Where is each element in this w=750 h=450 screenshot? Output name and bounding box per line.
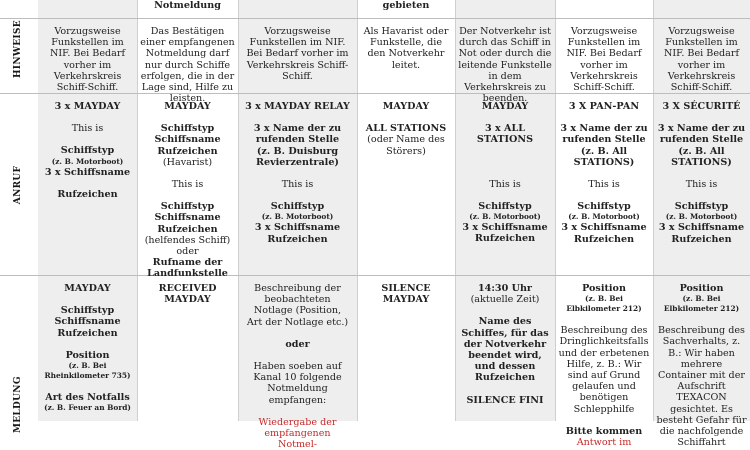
- hinweise-cell-4: Als Havarist oder Funkstelle, die den Notverkehr leitet.: [363, 26, 449, 71]
- call-head: 3 X PAN-PAN: [568, 101, 640, 112]
- hinweise-cell-6: Vorzugsweise Funkstellen im NIF. Bei Bedarf vorher im Verkehrskreis Schiff-Schiff.: [566, 26, 642, 94]
- ship-name: 3 x Schiffsname: [44, 166, 131, 178]
- call-sign: Rufzeichen: [57, 327, 118, 339]
- position-label: Position: [582, 283, 626, 294]
- all-stations: ALL STATIONS: [365, 123, 447, 135]
- emergency-type: Art des Notfalls: [45, 392, 130, 404]
- hinweise-cell-7: Vorzugsweise Funkstellen im NIF. Bei Bedarf vorher im Verkehrskreis Schiff-Schiff.: [663, 26, 740, 94]
- anruf-cell-3: [238, 101, 357, 245]
- ship-name: 3 x Schiffsname: [658, 222, 745, 234]
- call-head: MAYDAY: [481, 101, 529, 112]
- row-label-hinweise: HINWEISE: [13, 20, 23, 78]
- ship-name: Schiffsname: [154, 212, 221, 224]
- call-sign: Rufzeichen: [157, 223, 218, 235]
- ship-type: Schiffstyp: [160, 201, 215, 213]
- call-head: MAYDAY: [164, 101, 211, 112]
- target-station: rufenden Stelle: [562, 134, 646, 146]
- target-station: rufenden Stelle: [255, 134, 340, 146]
- call-sign: Rufzeichen: [157, 145, 218, 157]
- ship-name: 3 x Schiffsname: [254, 222, 341, 234]
- call-head: 3 x MAYDAY RELAY: [245, 101, 350, 112]
- relay-intro: Haben soeben auf Kanal 10 folgende Notmeldung empfangen:: [253, 361, 342, 406]
- meldung-cell-5: [455, 283, 555, 406]
- target-station-example: (z. B. All STATIONS): [671, 145, 732, 168]
- target-station-example: (z. B. Duisburg: [256, 145, 339, 157]
- meldung-cell-6: [555, 283, 653, 448]
- land-station-label: Landfunkstelle: [147, 268, 228, 280]
- meldung-cell-3: [238, 283, 357, 450]
- interferer-note: (oder Name des: [367, 134, 445, 146]
- ship-type-example: (z. B. Motorboot): [665, 212, 738, 222]
- ship-type: Schiffstyp: [60, 305, 115, 317]
- urgency-description: Beschreibung des Dringlichkeitsfalls und der erbetenen Hilfe, z. B.: Wir sind auf Grund gelaufen und benötigen Schlepphilfe: [558, 325, 650, 415]
- emergency-type-example: (z. B. Feuer an Bord): [44, 403, 131, 413]
- hinweise-cell-3: Vorzugsweise Funkstellen im NIF. Bei Bedarf vorher im Verkehrskreis Schiff-Schiff.: [246, 26, 349, 82]
- ship-type: Schiffstyp: [60, 145, 115, 157]
- or-text: oder: [176, 246, 199, 258]
- row-label-anruf: ANRUF: [13, 165, 23, 205]
- meldung-cell-1: [38, 283, 137, 413]
- row-divider: [0, 18, 750, 19]
- relay-message-note: Wiedergabe der: [258, 416, 337, 428]
- target-station-example: Revierzentrale): [256, 156, 339, 168]
- please-come: Bitte kommen: [565, 425, 643, 437]
- helper-note: (helfendes Schiff): [144, 234, 231, 246]
- ship-name-end-note: Name des Schiffes, für das der Notverkehr beendet wird, und dessen Rufzeichen: [461, 316, 549, 384]
- anruf-cell-2: [137, 101, 238, 280]
- ship-name: 3 x Schiffsname: [561, 222, 647, 234]
- target-station: rufenden Stelle: [659, 134, 744, 146]
- this-is-text: This is: [171, 179, 204, 191]
- hinweise-cell-1: Vorzugsweise Funkstellen im NIF. Bei Bedarf vorher im Verkehrskreis Schiff-Schiff.: [49, 26, 126, 94]
- hinweise-cell-5: Der Notverkehr ist durch das Schiff in Not oder durch die leitende Funkstelle in dem Verkehrskreis zu beenden.: [458, 26, 552, 105]
- this-is-text: This is: [489, 178, 521, 190]
- call-head: 3 X SÉCURITÉ: [662, 101, 741, 112]
- interferer-note: Störers): [386, 145, 426, 157]
- anruf-cell-7: [653, 101, 750, 245]
- or-text: oder: [285, 338, 310, 350]
- ship-type: Schiffstyp: [478, 200, 532, 212]
- position-example: (z. B. Bei Elbkilometer 212): [566, 294, 642, 314]
- hinweise-cell-2: Das Bestätigen einer empfangenen Notmeldung darf nur durch Schiffe erfolgen, die in der Lage sind, Hilfe zu leisten.: [140, 26, 235, 105]
- call-sign: Rufzeichen: [57, 188, 118, 200]
- meldung-cell-2: RECEIVED MAYDAY: [158, 283, 217, 306]
- this-is-text: This is: [71, 123, 104, 135]
- target-station: 3 x Name der zu: [560, 123, 648, 135]
- time-note: (aktuelle Zeit): [470, 294, 540, 306]
- call-sign: Rufzeichen: [671, 233, 732, 245]
- position-example: (z. B. Bei: [68, 361, 107, 371]
- this-is-text: This is: [588, 179, 620, 191]
- ship-type-example: (z. B. Motorboot): [469, 212, 541, 222]
- observed-emergency-description: Beschreibung der beobachteten Notlage (Position, Art der Notlage etc.): [246, 283, 349, 328]
- target-station: 3 x Name der zu: [657, 123, 746, 135]
- anruf-cell-1: [38, 101, 137, 200]
- meldung-cell-4: SILENCE MAYDAY: [381, 283, 431, 306]
- ship-name: Schiffsname: [54, 316, 121, 328]
- distressed-note: (Havarist): [162, 156, 213, 168]
- target-station: 3 x Name der zu: [253, 123, 342, 135]
- this-is-text: This is: [281, 179, 314, 191]
- row-label-meldung: MELDUNG: [13, 376, 23, 433]
- target-station-example: (z. B. All STATIONS): [573, 145, 635, 168]
- call-sign: Rufzeichen: [267, 233, 328, 245]
- call-sign: Rufzeichen: [573, 233, 635, 245]
- ship-type-example: (z. B. Motorboot): [261, 212, 334, 222]
- ship-type: Schiffstyp: [674, 201, 729, 213]
- answer-note: Antwort im: [576, 437, 632, 449]
- silence-fini: SILENCE FINI: [466, 394, 544, 406]
- land-station-label: Rufname der: [152, 257, 223, 269]
- call-head: MAYDAY: [382, 101, 430, 112]
- position-example: (z. B. Bei Elbkilometer 212): [663, 294, 740, 314]
- position-label: Position: [65, 349, 110, 361]
- anruf-cell-4: [357, 101, 455, 157]
- message-head: MAYDAY: [64, 283, 111, 294]
- relay-message-note: empfangenen Notmel-: [264, 428, 331, 450]
- meldung-cell-7: [653, 283, 750, 448]
- anruf-cell-6: [555, 101, 653, 245]
- ship-name: 3 x Schiffsname: [462, 222, 548, 234]
- row-divider: [0, 275, 750, 276]
- call-sign: Rufzeichen: [474, 233, 536, 245]
- ship-name: Schiffsname: [154, 134, 221, 146]
- call-head: 3 x MAYDAY: [54, 101, 121, 112]
- top-cell-gebieten: gebieten: [382, 0, 430, 11]
- ship-type: Schiffstyp: [577, 201, 631, 213]
- time-value: 14:30 Uhr: [478, 283, 532, 294]
- safety-description: Beschreibung des Sachverhalts, z. B.: Wir haben mehrere Container mit der Aufschrift TEXACON gesichtet. Es besteht Gefahr für die nachfolgende Schiffahrt: [656, 325, 747, 449]
- position-example: Rheinkilometer 735): [44, 371, 131, 381]
- top-cell-notmeldung: Notmeldung: [154, 0, 221, 11]
- ship-type-example: (z. B. Motorboot): [51, 156, 124, 166]
- position-label: Position: [679, 283, 724, 294]
- anruf-cell-5: [455, 101, 555, 244]
- all-stations: 3 x ALL STATIONS: [476, 123, 534, 146]
- this-is-text: This is: [685, 179, 718, 191]
- ship-type-example: (z. B. Motorboot): [568, 212, 640, 222]
- ship-type: Schiffstyp: [270, 201, 325, 213]
- ship-type: Schiffstyp: [160, 123, 215, 135]
